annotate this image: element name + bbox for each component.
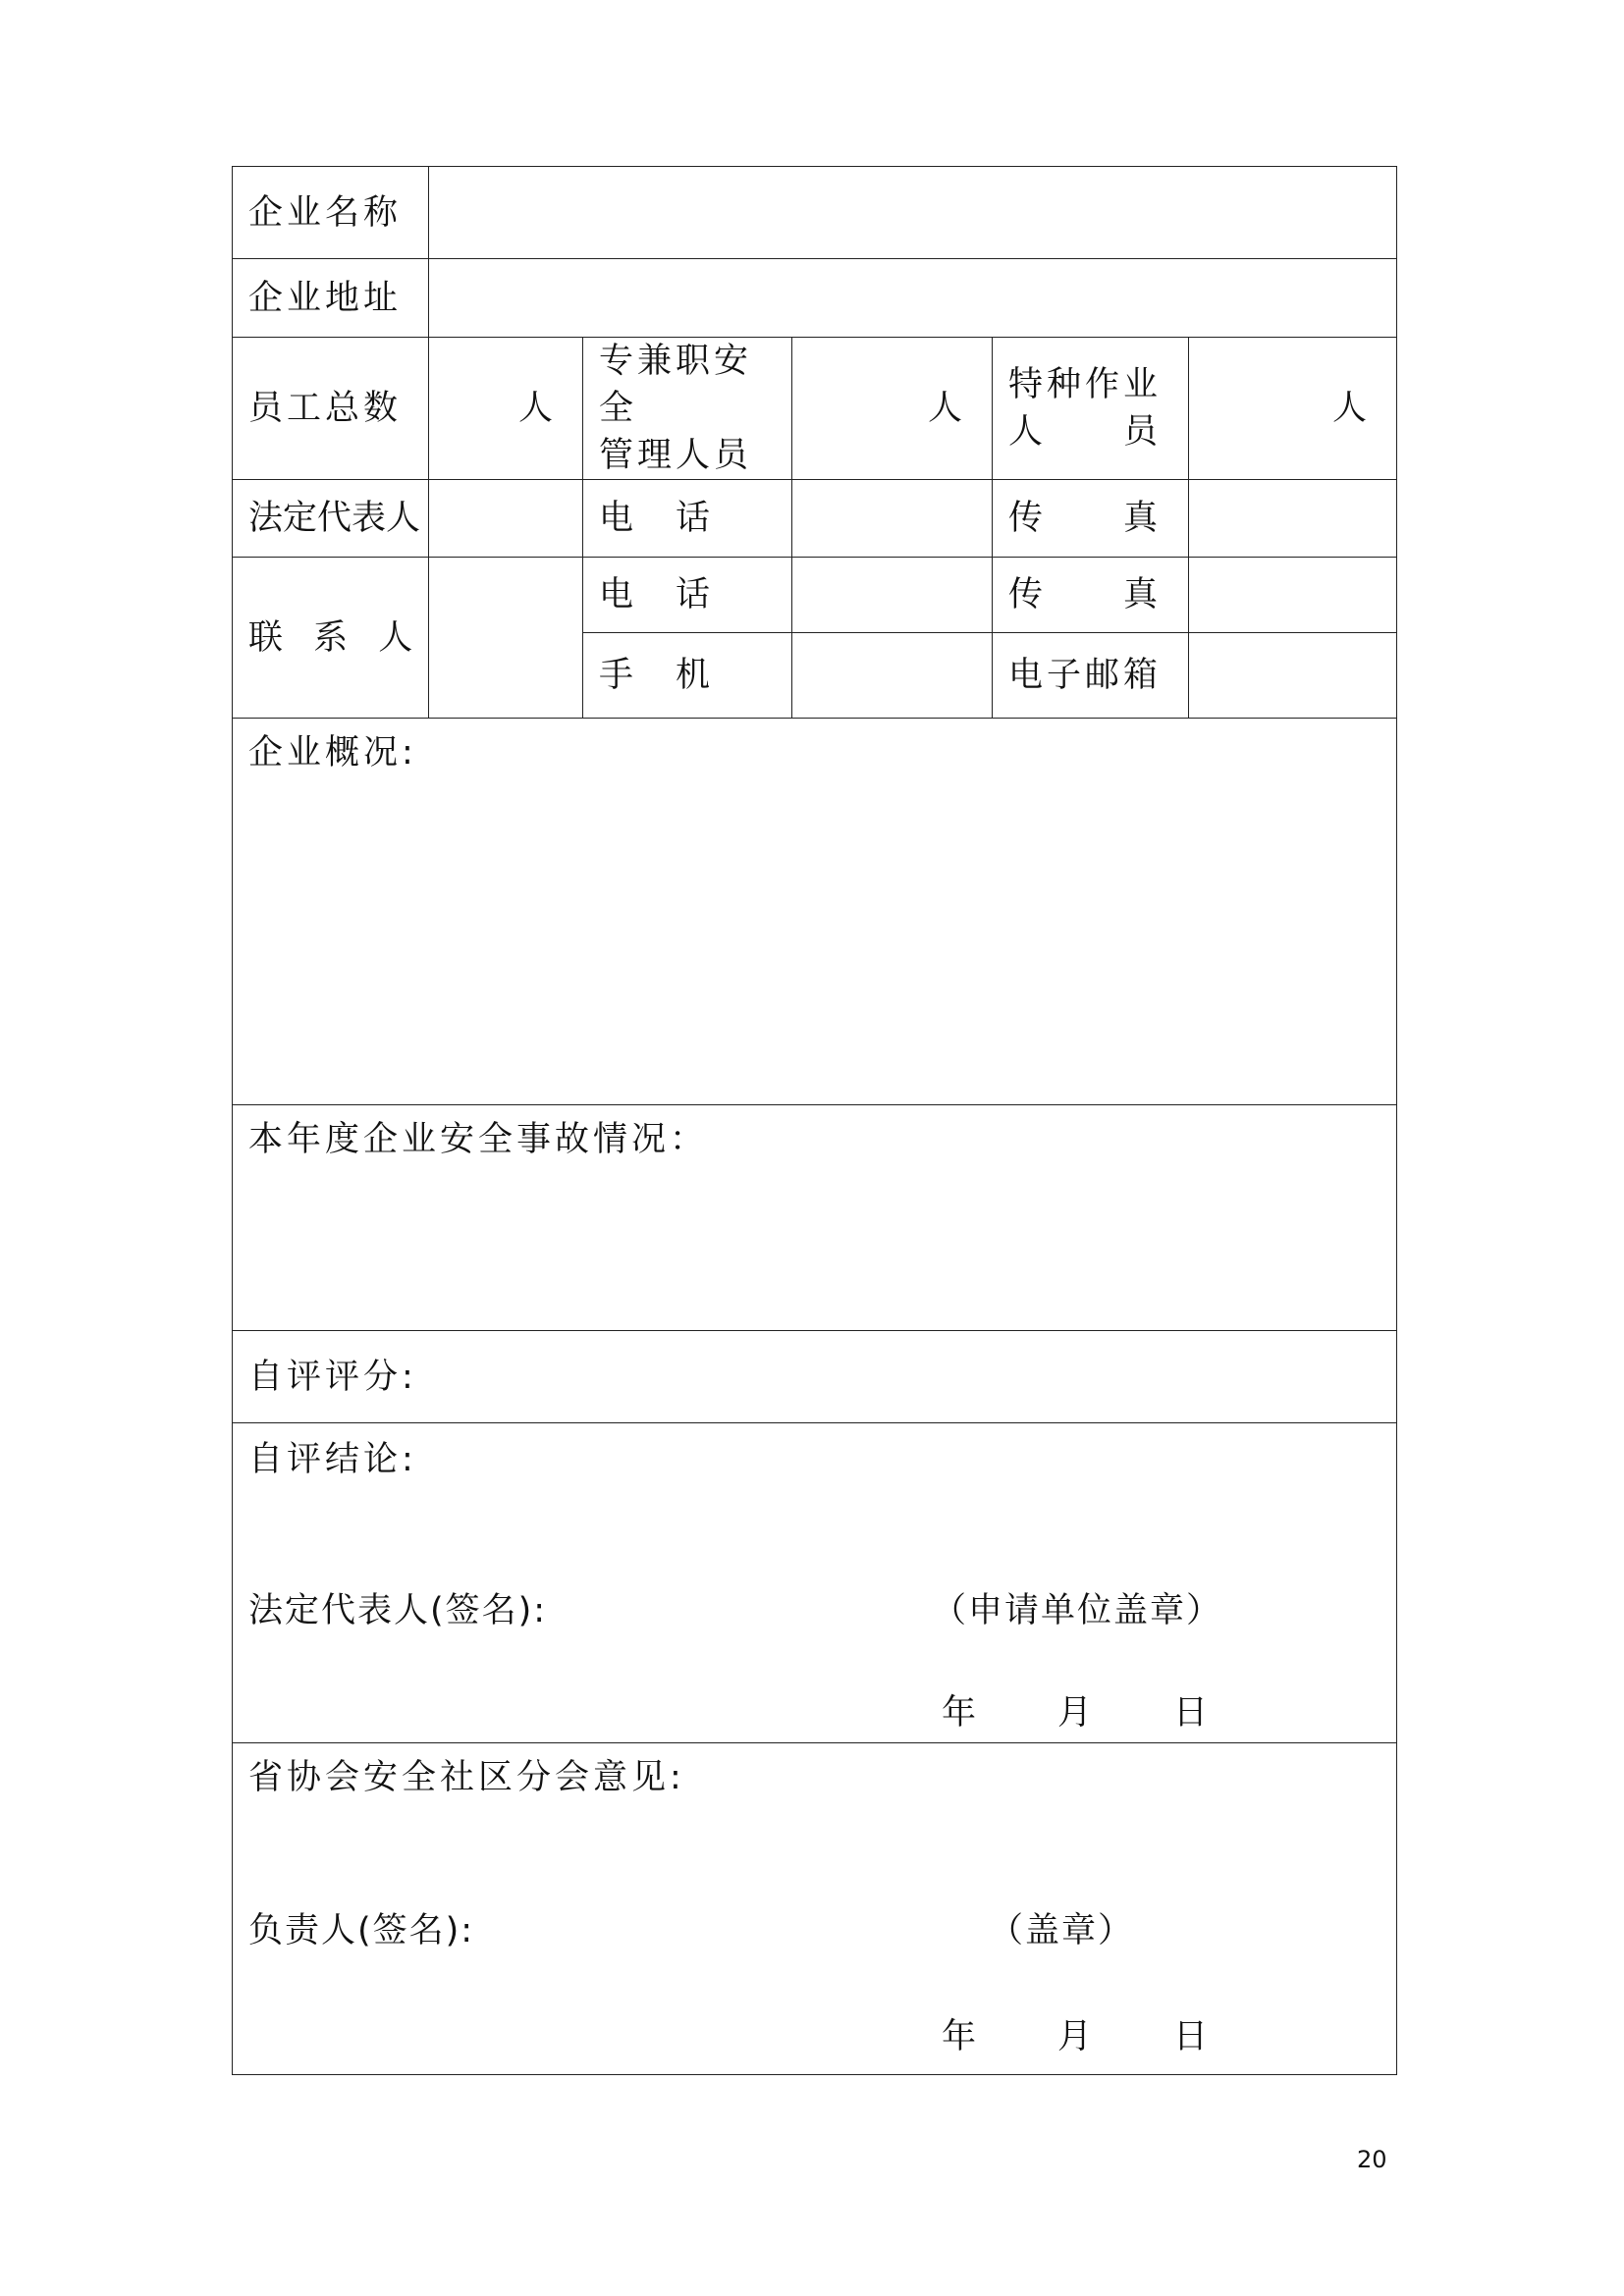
company-address-field[interactable] <box>429 259 1397 338</box>
row-company-name <box>233 167 1397 259</box>
conclusion-date-month: 月 <box>1057 1693 1093 1733</box>
special-workers-label-line1: 特种作业 <box>1008 365 1163 404</box>
row-accidents <box>233 1105 1397 1331</box>
contact-mobile-label: 手 机 <box>583 633 792 719</box>
safety-managers-label-line2: 管理人员 <box>599 436 753 475</box>
legal-rep-phone-field[interactable] <box>792 480 993 558</box>
company-address-label: 企业地址 <box>233 259 429 338</box>
company-name-label: 企业名称 <box>233 167 429 259</box>
score-field[interactable] <box>233 1331 1397 1423</box>
contact-field[interactable] <box>429 558 583 719</box>
row-score <box>233 1331 1397 1423</box>
overview-label: 企业概况: <box>248 733 417 773</box>
opinion-date-year: 年 <box>942 2017 977 2056</box>
safety-managers-label <box>583 338 792 480</box>
conclusion-date-year: 年 <box>942 1693 977 1733</box>
contact-phone-field[interactable] <box>792 558 993 633</box>
responsible-sign-label: 负责人(签名): <box>248 1911 475 1950</box>
legal-rep-label: 法定代表人 <box>233 480 429 558</box>
conclusion-date-day: 日 <box>1173 1693 1209 1733</box>
association-opinion-field[interactable] <box>233 1743 1397 2075</box>
row-overview <box>233 719 1397 1105</box>
safety-managers-label-line1: 专兼职安全 <box>599 342 753 428</box>
row-legal-rep <box>233 480 1397 558</box>
score-label: 自评评分: <box>248 1357 417 1397</box>
conclusion-label: 自评结论: <box>248 1440 417 1479</box>
row-association-opinion <box>233 1743 1397 2075</box>
legal-rep-fax-field[interactable] <box>1189 480 1397 558</box>
overview-field[interactable] <box>233 719 1397 1105</box>
row-staff-counts <box>233 338 1397 480</box>
association-opinion-label: 省协会安全社区分会意见: <box>248 1758 685 1797</box>
special-workers-label <box>993 338 1189 480</box>
legal-rep-field[interactable] <box>429 480 583 558</box>
legal-rep-fax-label: 传 真 <box>993 480 1189 558</box>
accidents-label: 本年度企业安全事故情况： <box>248 1120 709 1159</box>
contact-email-label: 电子邮箱 <box>993 633 1189 719</box>
staff-total-label: 员工总数 <box>233 338 429 480</box>
staff-total-field[interactable] <box>429 338 583 480</box>
row-contact-1 <box>233 558 1397 633</box>
special-workers-unit: 人 <box>1332 389 1368 428</box>
special-workers-label-line2: 人 员 <box>1008 412 1163 452</box>
row-conclusion <box>233 1423 1397 1743</box>
staff-total-unit: 人 <box>517 389 553 428</box>
page-number: 20 <box>1357 2146 1387 2173</box>
contact-phone-label: 电 话 <box>583 558 792 633</box>
contact-mobile-field[interactable] <box>792 633 993 719</box>
seal-label: （盖章） <box>989 1911 1135 1950</box>
contact-label: 联 系 人 <box>233 558 429 719</box>
contact-fax-label: 传 真 <box>993 558 1189 633</box>
opinion-date-day: 日 <box>1173 2017 1209 2056</box>
legal-rep-phone-label: 电 话 <box>583 480 792 558</box>
contact-email-field[interactable] <box>1189 633 1397 719</box>
applicant-seal-label: （申请单位盖章） <box>932 1591 1223 1630</box>
conclusion-field[interactable] <box>233 1423 1397 1743</box>
opinion-date-month: 月 <box>1057 2017 1093 2056</box>
legal-rep-sign-label: 法定代表人(签名): <box>248 1591 548 1630</box>
safety-managers-field[interactable] <box>792 338 993 480</box>
contact-fax-field[interactable] <box>1189 558 1397 633</box>
accidents-field[interactable] <box>233 1105 1397 1331</box>
row-company-address <box>233 259 1397 338</box>
application-form-table <box>232 166 1397 2075</box>
special-workers-field[interactable] <box>1189 338 1397 480</box>
company-name-field[interactable] <box>429 167 1397 259</box>
safety-managers-unit: 人 <box>927 389 962 428</box>
